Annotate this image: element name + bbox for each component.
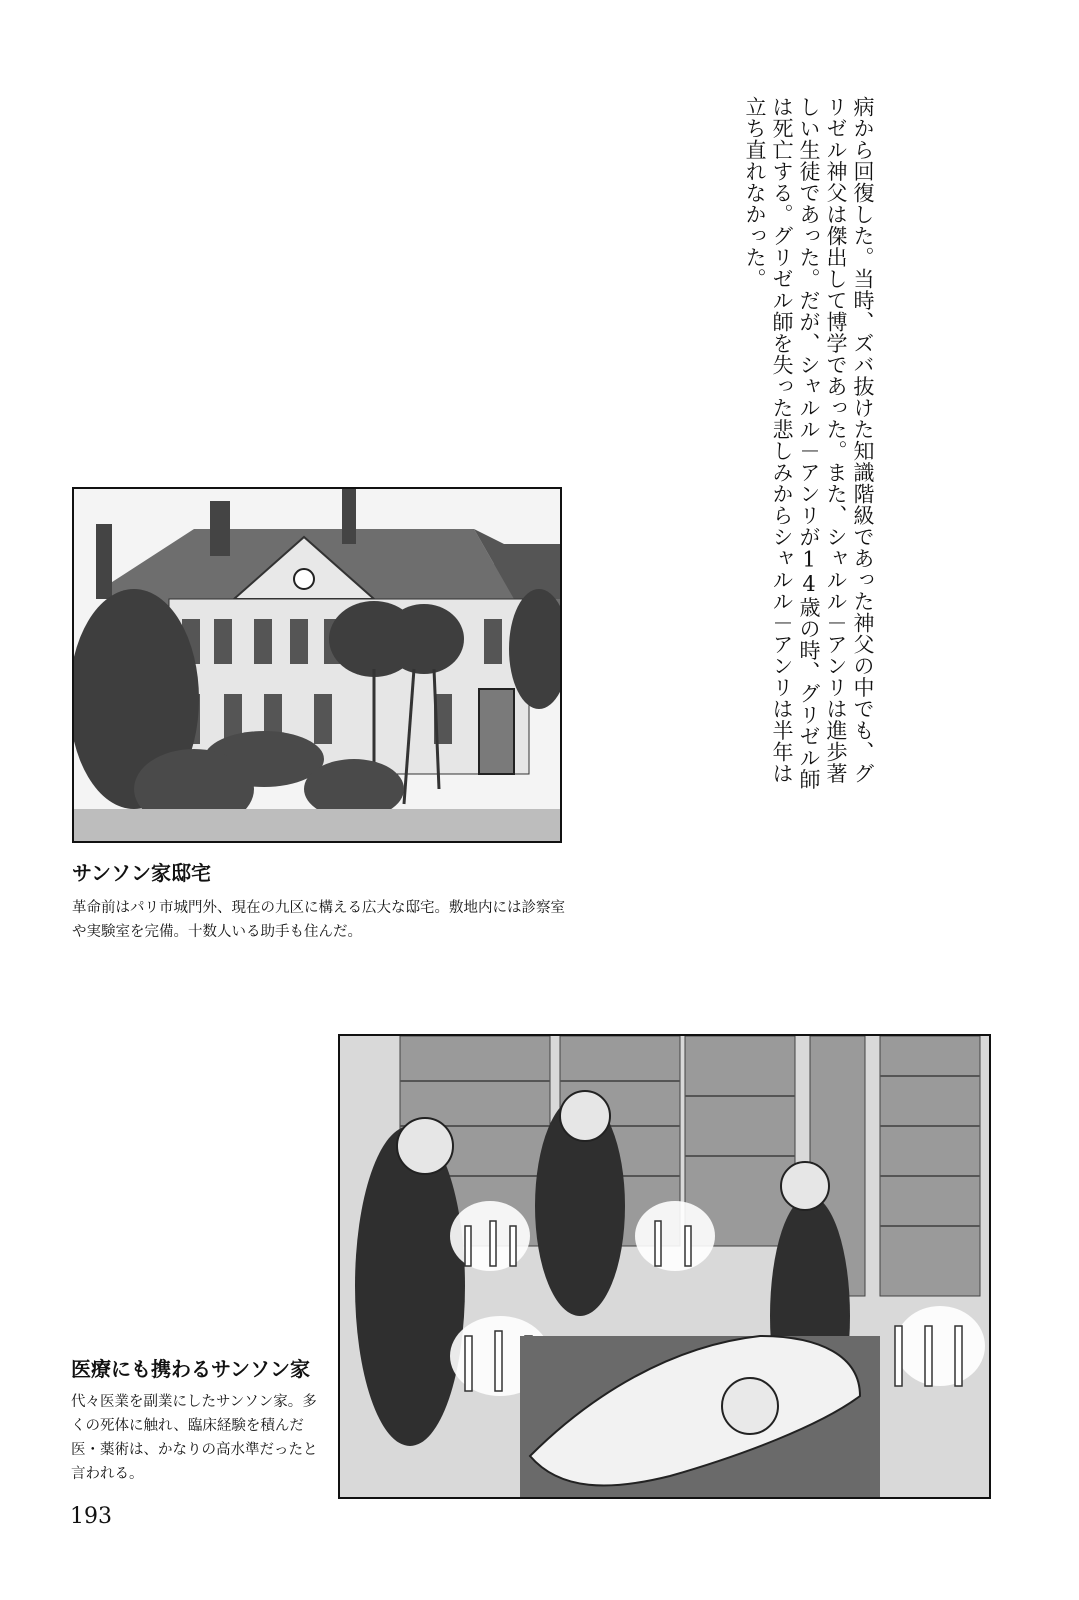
mansion-drawing (74, 489, 560, 841)
medical-caption-title: 医療にも携わるサンソン家 (71, 1357, 310, 1381)
body-text-vertical (743, 96, 876, 796)
body-paragraph: 病から回復した。当時、ズバ抜けた知識階級であった神父の中でも、グリゼル神父は傑出して博学であった。また、シャルル－アンリは進歩著しい生徒であった。だが、シャルル－アンリが14歳の時、グリゼル師は死亡する。グリゼル師を失った悲しみからシャルル－アンリは半年は立ち直れなかった。 (743, 96, 875, 790)
medical-scene-drawing (340, 1036, 989, 1497)
mansion-caption-title: サンソン家邸宅 (72, 861, 211, 885)
medical-scene-illustration (338, 1034, 991, 1499)
mansion-caption-text: 革命前はパリ市城門外、現在の九区に構える広大な邸宅。敷地内には診察室や実験室を完備。十数人いる助手も住んだ。 (72, 900, 565, 940)
mansion-illustration (72, 487, 562, 843)
page-number: 193 (70, 1504, 112, 1529)
medical-caption-text: 代々医業を副業にしたサンソン家。多くの死体に触れ、臨床経験を積んだ医・薬術は、かなりの高水準だったと言われる。 (71, 1394, 318, 1482)
